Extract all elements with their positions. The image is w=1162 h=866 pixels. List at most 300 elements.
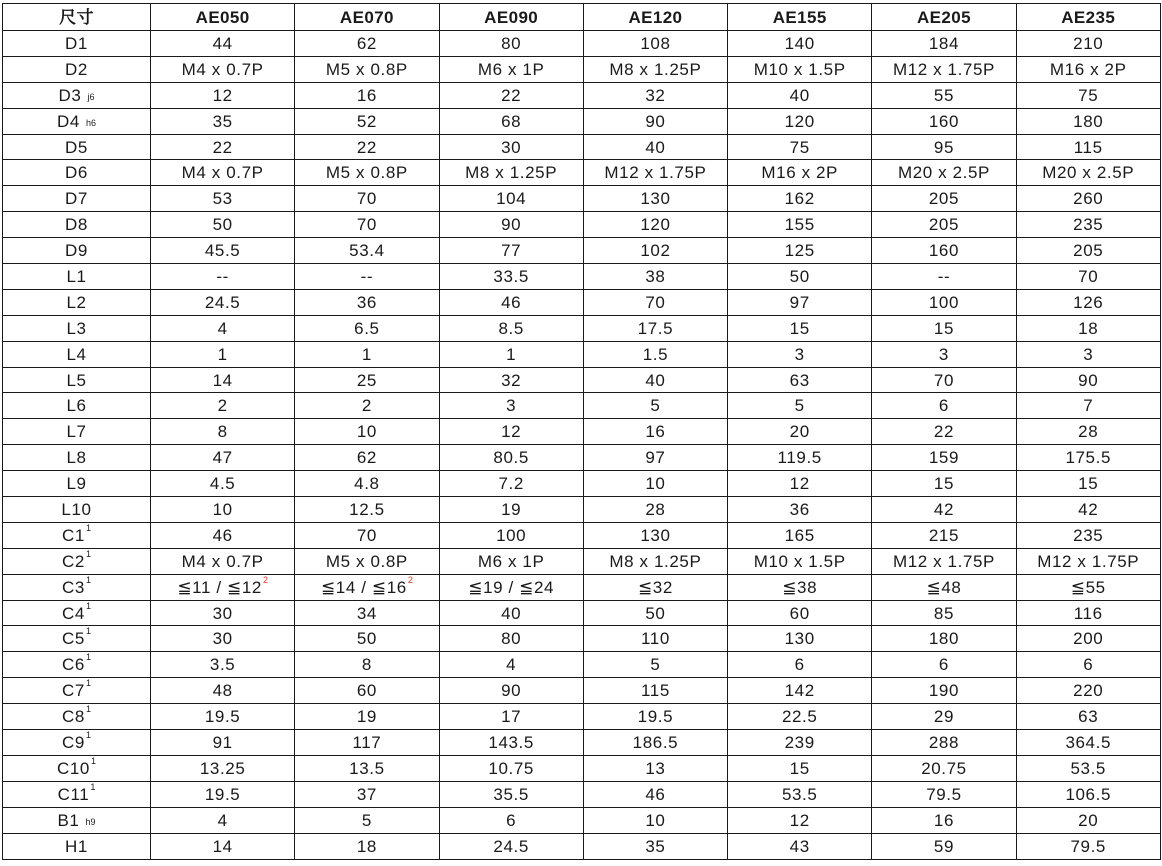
cell-value: 5: [361, 810, 372, 830]
cell-value: 80: [501, 33, 522, 53]
value-cell: [151, 497, 295, 523]
value-cell: [1016, 781, 1160, 807]
cell-value: 220: [1073, 681, 1104, 701]
value-cell: [583, 212, 727, 238]
cell-value: 6: [938, 655, 949, 675]
value-cell: [728, 212, 872, 238]
row-label-cell: [3, 574, 151, 600]
header-dimension: 尺寸: [3, 4, 151, 31]
cell-value: 80.5: [493, 448, 529, 468]
footnote-marker: 1: [85, 522, 91, 533]
value-cell: [872, 367, 1016, 393]
cell-value: 70: [645, 292, 666, 312]
cell-value: 33.5: [493, 266, 529, 286]
value-cell: [151, 212, 295, 238]
value-cell: [1016, 341, 1160, 367]
cell-value: 1: [361, 344, 372, 364]
cell-value: 175.5: [1065, 448, 1111, 468]
value-cell: [151, 31, 295, 57]
table-row: [3, 134, 1161, 160]
cell-value: 108: [640, 33, 671, 53]
cell-value: 260: [1073, 189, 1104, 209]
cell-value: 215: [928, 525, 960, 545]
value-cell: [151, 678, 295, 704]
cell-value: 4: [506, 655, 517, 675]
cell-value: 50: [645, 603, 666, 623]
value-cell: [728, 781, 872, 807]
row-label-cell: [3, 807, 151, 833]
value-cell: [151, 264, 295, 290]
cell-value: 16: [645, 422, 666, 442]
cell-value: 13.25: [199, 758, 246, 778]
value-cell: [439, 497, 583, 523]
table-row: [3, 82, 1161, 108]
table-row: [3, 755, 1161, 781]
table-row: [3, 497, 1161, 523]
table-row: [3, 108, 1161, 134]
row-label-cell: [3, 212, 151, 238]
dimension-table-container: [2, 3, 1160, 860]
cell-value: 235: [1073, 525, 1104, 545]
footnote-marker: 2: [262, 574, 268, 585]
value-cell: [295, 730, 439, 756]
table-row: [3, 393, 1161, 419]
value-cell: [583, 833, 727, 859]
table-row: [3, 704, 1161, 730]
cell-value: 205: [928, 189, 960, 209]
value-cell: [728, 82, 872, 108]
value-cell: [728, 600, 872, 626]
cell-value: 110: [640, 629, 670, 649]
cell-value: 235: [1073, 215, 1104, 235]
value-cell: [728, 134, 872, 160]
footnote-marker: 2: [407, 574, 413, 585]
tolerance-class: h6: [85, 117, 96, 128]
value-cell: [872, 522, 1016, 548]
cell-value: M8 x 1.25P: [609, 59, 702, 79]
footnote-marker: 1: [90, 781, 96, 792]
cell-value: 6.5: [354, 318, 380, 338]
cell-value: 1.5: [642, 344, 669, 364]
cell-value: 70: [356, 525, 377, 545]
row-label-cell: [3, 548, 151, 574]
value-cell: [295, 31, 439, 57]
cell-value: 95: [933, 137, 955, 157]
dimension-table: [2, 3, 1161, 860]
row-label: D7: [65, 189, 88, 209]
cell-value: 63: [789, 370, 810, 390]
value-cell: [151, 833, 295, 859]
row-label: C4: [62, 603, 85, 623]
footnote-marker: 1: [85, 548, 91, 559]
table-row: [3, 652, 1161, 678]
row-label: L4: [66, 344, 87, 364]
value-cell: [439, 186, 583, 212]
value-cell: [151, 186, 295, 212]
cell-value: 18: [356, 836, 377, 856]
table-row: [3, 522, 1161, 548]
value-cell: [295, 600, 439, 626]
cell-value: 10.75: [488, 758, 534, 778]
cell-value: 60: [356, 681, 377, 701]
value-cell: [1016, 678, 1160, 704]
row-label-cell: [3, 419, 151, 445]
cell-value: 14: [212, 836, 233, 856]
value-cell: [1016, 548, 1160, 574]
value-cell: [1016, 264, 1160, 290]
table-row: [3, 56, 1161, 82]
value-cell: [1016, 212, 1160, 238]
footnote-marker: 1: [85, 626, 91, 637]
cell-value: 184: [928, 33, 960, 53]
row-label: L1: [66, 266, 87, 286]
value-cell: [439, 574, 583, 600]
value-cell: [151, 289, 295, 315]
cell-value: 30: [501, 137, 522, 157]
value-cell: [295, 626, 439, 652]
cell-value: 36: [356, 292, 377, 312]
footnote-marker: 1: [85, 574, 91, 585]
cell-value: 1: [506, 344, 517, 364]
value-cell: [151, 134, 295, 160]
cell-value: 70: [1078, 266, 1099, 286]
row-label-cell: [3, 289, 151, 315]
cell-value: 17.5: [637, 318, 674, 338]
cell-value: 130: [640, 525, 671, 545]
row-label: C5: [62, 629, 85, 649]
footnote-marker: 1: [85, 704, 91, 715]
cell-value: 46: [212, 525, 233, 545]
cell-value: 47: [212, 448, 233, 468]
value-cell: [295, 264, 439, 290]
cell-value: 3: [506, 396, 517, 416]
value-cell: [583, 781, 727, 807]
value-cell: [439, 600, 583, 626]
cell-value: M12 x 1.75P: [604, 163, 707, 183]
value-cell: [151, 781, 295, 807]
header-model-ae090: AE090: [439, 4, 583, 31]
table-row: [3, 471, 1161, 497]
value-cell: [872, 419, 1016, 445]
value-cell: [439, 445, 583, 471]
cell-value: 6: [794, 655, 805, 675]
cell-value: M4 x 0.7P: [181, 59, 264, 79]
row-label: L9: [66, 474, 87, 494]
row-label: L5: [66, 370, 87, 390]
cell-value: 1: [217, 344, 228, 364]
cell-value: 104: [496, 189, 527, 209]
value-cell: [583, 393, 727, 419]
cell-value: 75: [1078, 85, 1099, 105]
value-cell: [728, 238, 872, 264]
value-cell: [439, 471, 583, 497]
cell-value: 160: [928, 111, 960, 131]
row-label-cell: [3, 652, 151, 678]
row-label: L10: [61, 499, 92, 519]
cell-value: 53.5: [1070, 758, 1106, 778]
cell-value: 97: [789, 292, 810, 312]
cell-value: --: [216, 266, 229, 286]
value-cell: [872, 289, 1016, 315]
cell-value: 116: [1073, 603, 1103, 623]
value-cell: [295, 108, 439, 134]
value-cell: [151, 419, 295, 445]
cell-value: 40: [501, 603, 522, 623]
cell-value: 91: [212, 732, 233, 752]
cell-value: 30: [212, 603, 233, 623]
cell-value: 44: [212, 33, 233, 53]
value-cell: [439, 781, 583, 807]
value-cell: [439, 134, 583, 160]
table-row: [3, 289, 1161, 315]
row-label: C2: [62, 551, 85, 571]
value-cell: [295, 393, 439, 419]
value-cell: [295, 160, 439, 186]
row-label: D6: [65, 163, 88, 183]
row-label: D5: [65, 137, 88, 157]
cell-value: 19: [501, 499, 522, 519]
row-label-cell: [3, 730, 151, 756]
cell-value: 2: [217, 396, 228, 416]
row-label-cell: [3, 600, 151, 626]
cell-value: 5: [650, 396, 661, 416]
value-cell: [151, 704, 295, 730]
value-cell: [295, 574, 439, 600]
value-cell: [295, 315, 439, 341]
cell-value: 30: [212, 629, 233, 649]
row-label: C7: [62, 681, 85, 701]
tolerance-class: h9: [85, 816, 96, 827]
value-cell: [295, 212, 439, 238]
cell-value: 62: [356, 448, 377, 468]
value-cell: [439, 730, 583, 756]
table-row: [3, 574, 1161, 600]
row-label: D2: [65, 59, 88, 79]
value-cell: [151, 393, 295, 419]
cell-value: 180: [1073, 111, 1104, 131]
value-cell: [439, 108, 583, 134]
cell-value: 160: [928, 241, 960, 261]
row-label: H1: [65, 836, 88, 856]
cell-value: 28: [645, 499, 666, 519]
cell-value: 364.5: [1065, 732, 1111, 752]
value-cell: [151, 341, 295, 367]
value-cell: [728, 393, 872, 419]
cell-value: 130: [640, 189, 671, 209]
cell-value: 12: [789, 474, 810, 494]
value-cell: [1016, 445, 1160, 471]
cell-value: 50: [789, 266, 810, 286]
value-cell: [295, 522, 439, 548]
cell-value: 77: [501, 241, 522, 261]
table-row: [3, 419, 1161, 445]
table-row: [3, 264, 1161, 290]
value-cell: [295, 833, 439, 859]
cell-value: 22: [501, 85, 522, 105]
cell-value: 155: [784, 215, 815, 235]
value-cell: [872, 626, 1016, 652]
row-label: L7: [66, 422, 87, 442]
cell-value: 4: [217, 810, 228, 830]
row-label: L2: [66, 292, 87, 312]
cell-value: 20.75: [921, 758, 967, 778]
cell-value: 115: [1073, 137, 1103, 157]
cell-value: 15: [933, 474, 955, 494]
value-cell: [583, 600, 727, 626]
value-cell: [439, 264, 583, 290]
cell-value: 180: [928, 629, 960, 649]
cell-value: 6: [1083, 655, 1094, 675]
row-label-cell: [3, 833, 151, 859]
cell-value: 22: [933, 422, 955, 442]
value-cell: [872, 160, 1016, 186]
value-cell: [583, 56, 727, 82]
row-label-cell: [3, 315, 151, 341]
value-cell: [295, 238, 439, 264]
cell-value: 35: [212, 111, 233, 131]
value-cell: [728, 289, 872, 315]
row-label: C8: [62, 707, 85, 727]
value-cell: [1016, 315, 1160, 341]
value-cell: [295, 82, 439, 108]
cell-value: 117: [352, 732, 382, 752]
value-cell: [295, 755, 439, 781]
value-cell: [439, 212, 583, 238]
value-cell: [583, 548, 727, 574]
cell-value: 8: [361, 655, 372, 675]
row-label-cell: [3, 134, 151, 160]
value-cell: [872, 730, 1016, 756]
cell-value: 115: [640, 681, 670, 701]
cell-value: 68: [501, 111, 522, 131]
cell-value: 20: [789, 422, 810, 442]
value-cell: [1016, 31, 1160, 57]
cell-value: M6 x 1P: [477, 551, 545, 571]
table-row: [3, 781, 1161, 807]
cell-value: 288: [928, 732, 960, 752]
value-cell: [295, 56, 439, 82]
value-cell: [728, 522, 872, 548]
cell-value: 3: [1083, 344, 1094, 364]
value-cell: [439, 56, 583, 82]
cell-value: 130: [784, 629, 815, 649]
cell-value: 59: [933, 836, 955, 856]
value-cell: [439, 704, 583, 730]
cell-value: 15: [789, 318, 810, 338]
value-cell: [872, 264, 1016, 290]
table-row: [3, 600, 1161, 626]
table-row: [3, 548, 1161, 574]
value-cell: [1016, 82, 1160, 108]
value-cell: [439, 315, 583, 341]
value-cell: [295, 807, 439, 833]
value-cell: [1016, 652, 1160, 678]
cell-value: 36: [789, 499, 810, 519]
row-label-cell: [3, 56, 151, 82]
value-cell: [1016, 393, 1160, 419]
cell-value: M8 x 1.25P: [465, 163, 558, 183]
value-cell: [439, 160, 583, 186]
value-cell: [583, 367, 727, 393]
table-row: [3, 341, 1161, 367]
value-cell: [151, 445, 295, 471]
cell-value: ≦48: [926, 577, 962, 597]
row-label-cell: [3, 471, 151, 497]
value-cell: [295, 704, 439, 730]
cell-value: 10: [645, 474, 666, 494]
cell-value: 3: [794, 344, 805, 364]
value-cell: [151, 56, 295, 82]
cell-value: M16 x 2P: [761, 163, 838, 183]
cell-value: 186.5: [632, 732, 679, 752]
value-cell: [583, 160, 727, 186]
table-row: [3, 678, 1161, 704]
value-cell: [439, 548, 583, 574]
cell-value: 3: [938, 344, 949, 364]
cell-value: M5 x 0.8P: [325, 163, 408, 183]
row-label: D1: [65, 33, 88, 53]
cell-value: 4.8: [354, 474, 380, 494]
value-cell: [295, 548, 439, 574]
cell-value: 25: [356, 370, 377, 390]
cell-value: 205: [1073, 241, 1104, 261]
value-cell: [872, 108, 1016, 134]
cell-value: 239: [784, 732, 815, 752]
value-cell: [1016, 833, 1160, 859]
row-label: L6: [66, 396, 87, 416]
table-row: [3, 445, 1161, 471]
cell-value: ≦55: [1070, 577, 1106, 597]
cell-value: 6: [938, 396, 949, 416]
cell-value: 100: [928, 292, 960, 312]
cell-value: 7: [1083, 396, 1094, 416]
value-cell: [439, 238, 583, 264]
cell-value: 46: [501, 292, 522, 312]
cell-value: 5: [650, 655, 661, 675]
value-cell: [583, 755, 727, 781]
value-cell: [728, 626, 872, 652]
cell-value: 19.5: [204, 784, 241, 804]
cell-value: M10 x 1.5P: [753, 59, 846, 79]
cell-value: 53: [212, 189, 233, 209]
cell-value: 50: [356, 629, 377, 649]
cell-value: 55: [933, 85, 955, 105]
value-cell: [439, 367, 583, 393]
row-label: D9: [65, 241, 88, 261]
value-cell: [439, 755, 583, 781]
value-cell: [1016, 160, 1160, 186]
value-cell: [872, 574, 1016, 600]
cell-value: 4: [217, 318, 228, 338]
value-cell: [583, 289, 727, 315]
row-label-cell: [3, 82, 151, 108]
cell-value: 15: [789, 758, 810, 778]
value-cell: [151, 522, 295, 548]
cell-value: 159: [928, 448, 960, 468]
row-label: L3: [66, 318, 87, 338]
value-cell: [151, 755, 295, 781]
value-cell: [151, 160, 295, 186]
value-cell: [439, 678, 583, 704]
value-cell: [151, 548, 295, 574]
value-cell: [151, 600, 295, 626]
cell-value: M12 x 1.75P: [892, 551, 995, 571]
value-cell: [872, 704, 1016, 730]
cell-value: 4.5: [209, 474, 236, 494]
table-body: [3, 31, 1161, 860]
value-cell: [872, 445, 1016, 471]
cell-value: 75: [789, 137, 810, 157]
